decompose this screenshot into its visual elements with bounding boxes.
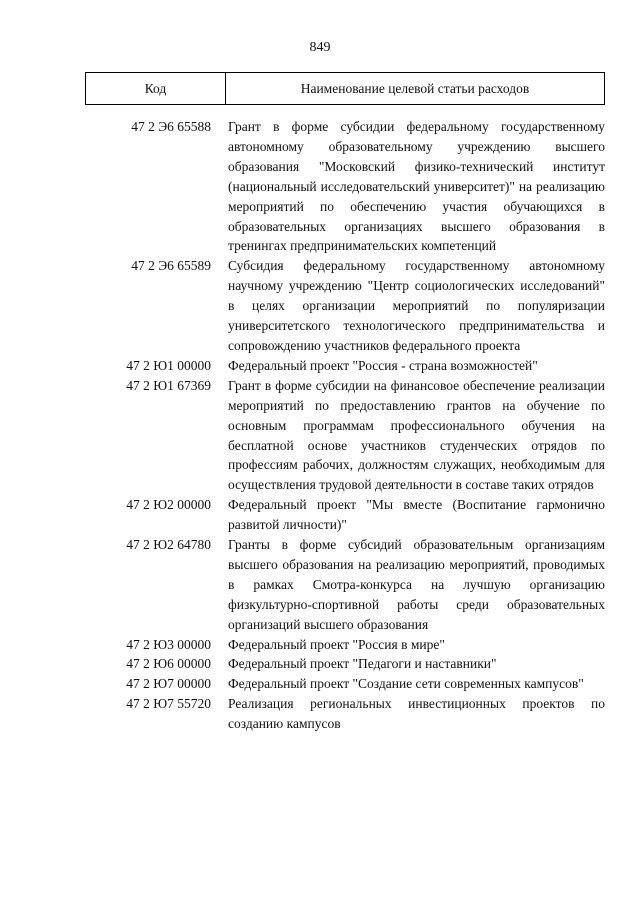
row-description: Федеральный проект "Россия в мире"	[228, 636, 445, 652]
row-description: Грант в форме субсидии федеральному государственному автономному образовательному учреждению высшего образования "Московский физико-технический институт (национальный исследовательский университет)" на реализацию мероприятий по обеспечению участия обучающихся в образовательных организациях высшего образования в тренингах предпринимательских компетенций	[228, 119, 605, 254]
row-description: Федеральный проект "Создание сети современных кампусов"	[228, 676, 584, 692]
row-code: 47 2 Ю1 00000	[126, 357, 211, 373]
row-description: Федеральный проект "Педагоги и наставники"	[228, 656, 497, 672]
table-row	[85, 356, 605, 376]
table-row	[85, 376, 605, 495]
code-column-header: Код	[86, 73, 226, 104]
row-description: Реализация региональных инвестиционных проектов по созданию кампусов	[228, 696, 605, 732]
row-code: 47 2 Ю1 67369	[126, 377, 211, 393]
row-code: 47 2 Ю7 00000	[126, 676, 211, 692]
row-code: 47 2 Ю6 00000	[126, 656, 211, 672]
row-code: 47 2 Ю2 00000	[126, 497, 211, 513]
table-body	[85, 117, 605, 734]
row-description: Федеральный проект "Россия - страна возможностей"	[228, 357, 538, 373]
table-row	[85, 674, 605, 694]
page-number: 849	[309, 40, 331, 55]
row-code: 47 2 Ю7 55720	[126, 696, 211, 712]
table-header	[85, 72, 605, 105]
table-row	[85, 495, 605, 535]
row-description: Федеральный проект "Мы вместе (Воспитание гармонично развитой личности)"	[228, 497, 605, 533]
name-column-header: Наименование целевой статьи расходов	[300, 80, 530, 96]
table-row	[85, 694, 605, 734]
row-description: Гранты в форме субсидий образовательным организациям высшего образования на реализацию мероприятий, проводимых в рамках Смотра-конкурса на лучшую организацию физкультурно-спортивной работы среди образовательных организаций высшего образования	[228, 537, 605, 632]
table-row	[85, 654, 605, 674]
row-code: 47 2 Э6 65588	[131, 119, 211, 134]
table-row	[85, 635, 605, 655]
row-code: 47 2 Ю2 64780	[126, 537, 211, 553]
table-row	[85, 535, 605, 635]
row-description: Субсидия федеральному государственному автономному научному учреждению "Центр социологических исследований" в целях организации мероприятий по популяризации университетского технологического предпринимательства и сопровождению участников федерального проекта	[228, 258, 605, 353]
table-row	[85, 117, 605, 256]
row-code: 47 2 Ю3 00000	[126, 636, 211, 652]
row-description: Грант в форме субсидии на финансовое обеспечение реализации мероприятий по предоставлению грантов на обучение по основным программам профессионального обучения на бесплатной основе участников студенческих отрядов по профессиям рабочих, должностям служащих, необходимым для осуществления трудовой деятельности в составе таких отрядов	[228, 377, 605, 493]
table-row	[85, 256, 605, 356]
row-code: 47 2 Э6 65589	[131, 258, 211, 274]
